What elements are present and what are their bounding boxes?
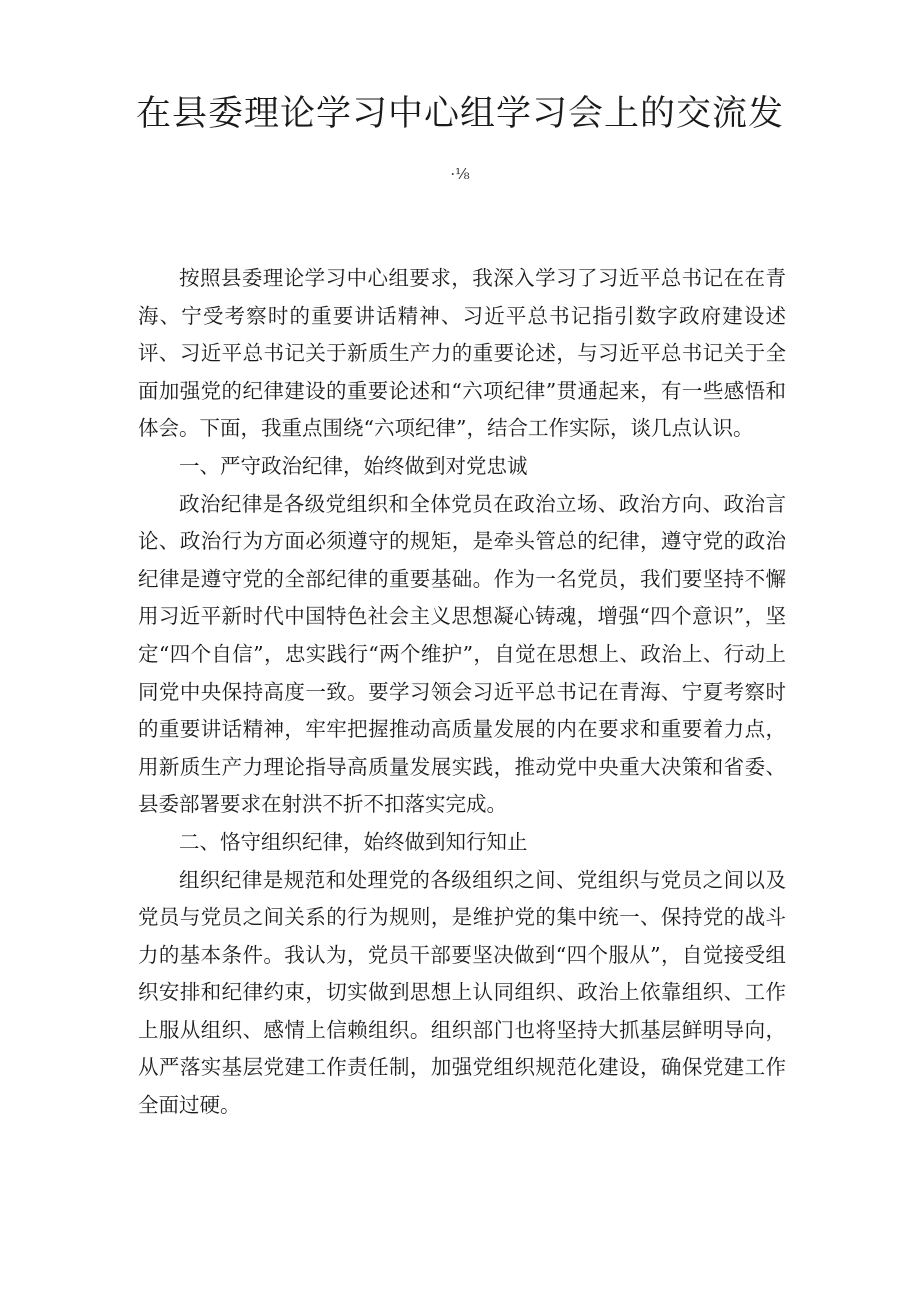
section-heading-1: 一、严守政治纪律，始终做到对党忠诚 (179, 453, 528, 478)
paragraph-political-discipline: 政治纪律是各级党组织和全体党员在政治立场、政治方向、政治言论、政治行为方面必须遵守的规矩，是牵头管总的纪律，遵守党的政治纪律是遵守党的全部纪律的重要基础。作为一名党员，我们要坚持不懈用习近平新时代中国特色社会主义思想凝心铸魂，增强“四个意识”，坚定“四个自信”，忠实践行“两个维护”，自觉在思想上、政治上、行动上同党中央保持高度一致。要学习领会习近平总书记在青海、宁夏考察时的重要讲话精神，牢牢把握推动高质量发展的内在要求和重要着力点，用新质生产力理论指导高质量发展实践，推动党中央重大决策和省委、县委部署要求在射洪不折不扣落实完成。 (138, 491, 786, 817)
paragraph-intro: 按照县委理论学习中心组要求，我深入学习了习近平总书记在在青海、宁受考察时的重要讲话精神、习近平总书记指引数字政府建设述评、习近平总书记关于新质生产力的重要论述，与习近平总书记关于全面加强党的纪律建设的重要论述和“六项纪律”贯通起来，有一些感悟和体会。下面，我重点围绕“六项纪律”，结合工作实际，谈几点认识。 (138, 266, 786, 441)
paragraph-organizational-discipline: 组织纪律是规范和处理党的各级组织之间、党组织与党员之间以及党员与党员之间关系的行为规则，是维护党的集中统一、保持党的战斗力的基本条件。我认为，党员干部要坚决做到“四个服从”，自觉接受组织安排和纪律约束，切实做到思想上认同组织、政治上依靠组织、工作上服从组织、感情上信赖组织。组织部门也将坚持大抓基层鲜明导向，从严落实基层党建工作责任制，加强党组织规范化建设，确保党建工作全面过硬。 (138, 867, 786, 1118)
document-body (138, 260, 786, 1125)
section-heading-2: 二、恪守组织纪律，始终做到知行知止 (179, 829, 528, 854)
document-subtitle: ·⅛ (450, 165, 470, 183)
document-title: 在县委理论学习中心组学习会上的交流发 (135, 94, 784, 134)
